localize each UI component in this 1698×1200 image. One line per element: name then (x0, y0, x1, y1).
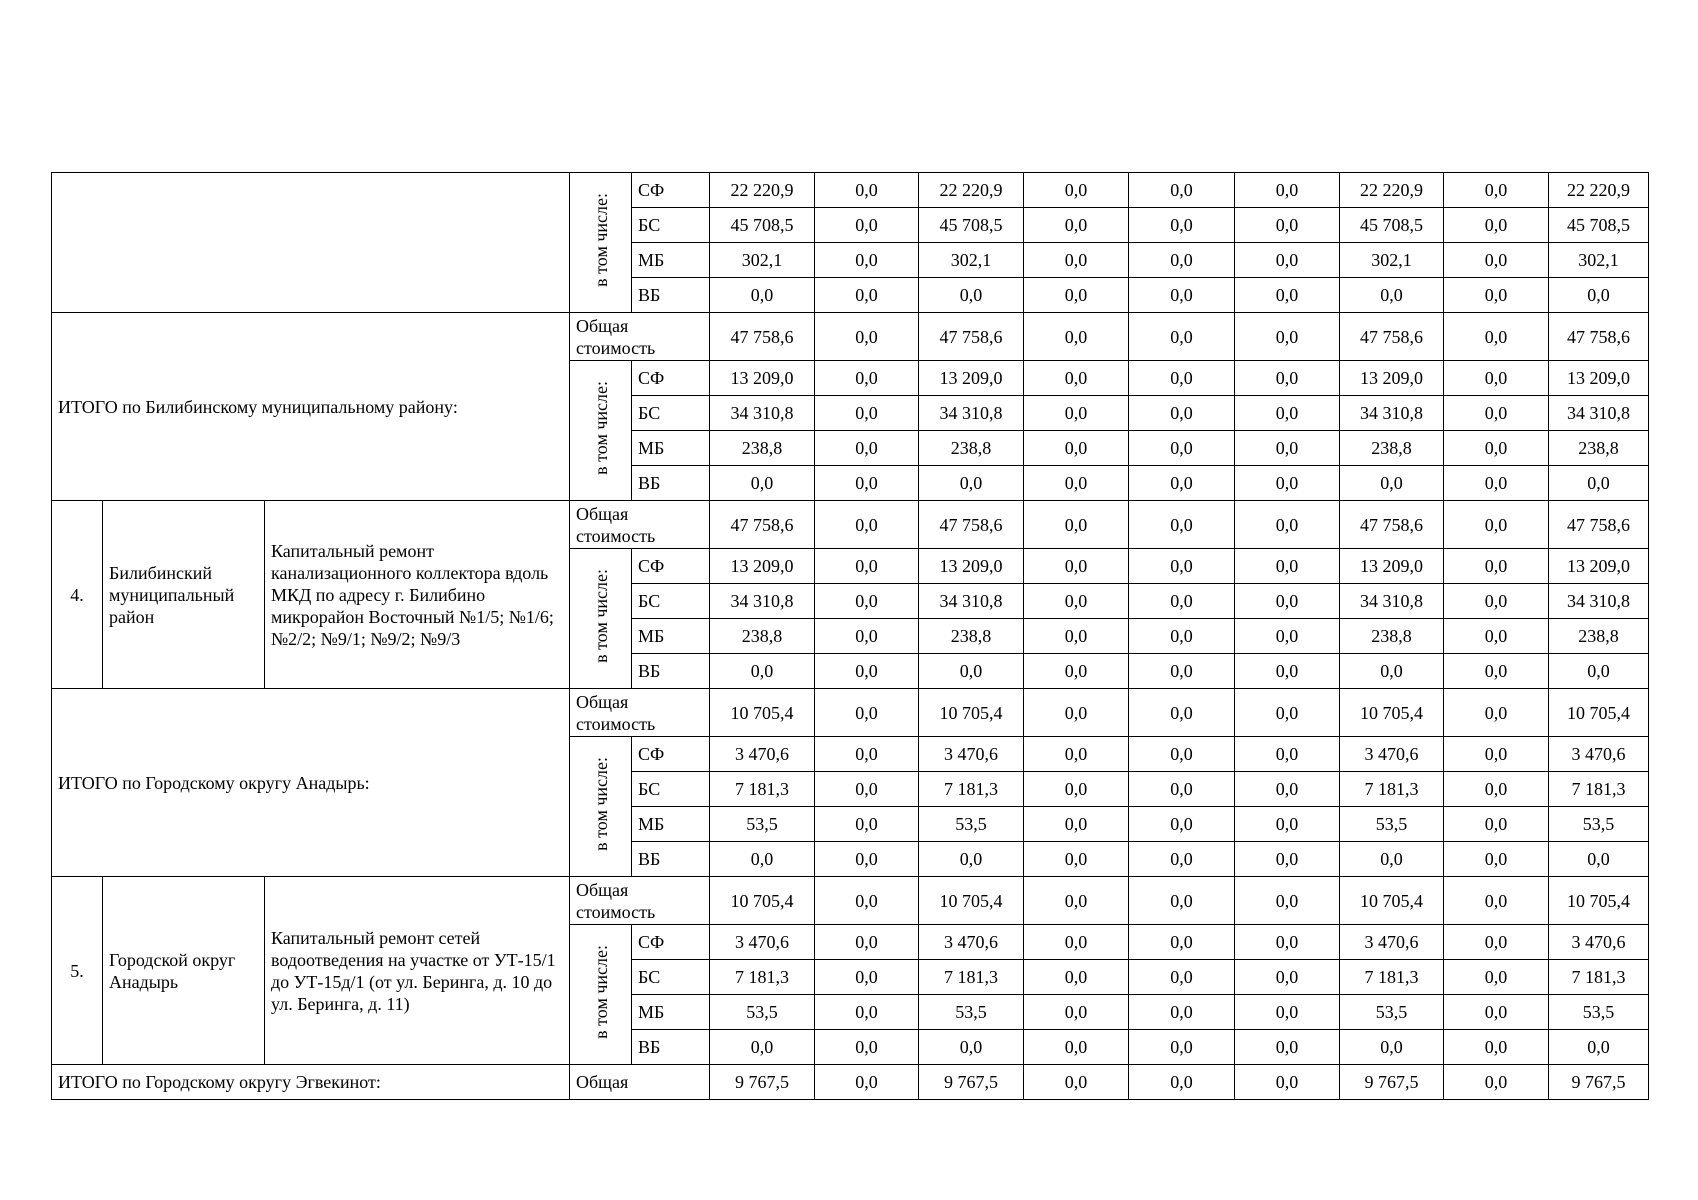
value-cell: 3 470,6 (1340, 737, 1444, 772)
table-row-total (52, 313, 1649, 361)
value-cell: 0,0 (1549, 278, 1649, 313)
value-cell: 0,0 (1024, 361, 1129, 396)
value-cell: 0,0 (1129, 243, 1235, 278)
value-cell: 22 220,9 (1340, 173, 1444, 208)
value-cell: 0,0 (815, 208, 919, 243)
value-cell: 0,0 (815, 501, 919, 549)
value-cell: 0,0 (1235, 584, 1340, 619)
value-cell: 0,0 (1129, 925, 1235, 960)
value-cell: 34 310,8 (1340, 396, 1444, 431)
value-cell: 0,0 (1129, 466, 1235, 501)
table-row-total (52, 1065, 1649, 1100)
item-number: 4. (52, 501, 103, 689)
value-cell: 0,0 (1129, 807, 1235, 842)
funding-code: ВБ (632, 466, 710, 501)
section-total-title: ИТОГО по Городскому округу Анадырь: (52, 689, 570, 877)
value-cell: 0,0 (1549, 1030, 1649, 1065)
value-cell: 0,0 (1444, 925, 1549, 960)
value-cell: 53,5 (1549, 995, 1649, 1030)
value-cell: 0,0 (1129, 960, 1235, 995)
value-cell: 0,0 (1235, 278, 1340, 313)
value-cell: 0,0 (815, 361, 919, 396)
value-cell: 53,5 (710, 995, 815, 1030)
value-cell: 53,5 (1549, 807, 1649, 842)
value-cell: 47 758,6 (710, 313, 815, 361)
value-cell: 0,0 (1024, 396, 1129, 431)
value-cell: 0,0 (1129, 772, 1235, 807)
funding-code: МБ (632, 807, 710, 842)
value-cell: 13 209,0 (919, 549, 1024, 584)
value-cell: 0,0 (1444, 619, 1549, 654)
funding-code: МБ (632, 995, 710, 1030)
value-cell: 0,0 (1024, 173, 1129, 208)
value-cell: 47 758,6 (1549, 313, 1649, 361)
value-cell: 10 705,4 (1549, 689, 1649, 737)
funding-code: БС (632, 772, 710, 807)
funding-code: МБ (632, 243, 710, 278)
value-cell: 0,0 (815, 466, 919, 501)
in-that-number-label (570, 925, 632, 1065)
value-cell: 0,0 (1129, 549, 1235, 584)
value-cell: 34 310,8 (1549, 396, 1649, 431)
value-cell: 0,0 (1129, 313, 1235, 361)
in-that-number-label (570, 549, 632, 689)
value-cell: 0,0 (1444, 396, 1549, 431)
value-cell: 9 767,5 (919, 1065, 1024, 1100)
value-cell: 238,8 (1549, 619, 1649, 654)
value-cell: 0,0 (1024, 960, 1129, 995)
value-cell: 10 705,4 (919, 877, 1024, 925)
value-cell: 0,0 (815, 1030, 919, 1065)
item-district: Городской округ Анадырь (103, 877, 265, 1065)
value-cell: 7 181,3 (1549, 772, 1649, 807)
value-cell: 45 708,5 (1549, 208, 1649, 243)
value-cell: 0,0 (1024, 842, 1129, 877)
value-cell: 0,0 (815, 877, 919, 925)
value-cell: 0,0 (1129, 208, 1235, 243)
value-cell: 0,0 (1340, 654, 1444, 689)
value-cell: 0,0 (1235, 173, 1340, 208)
value-cell: 0,0 (1444, 278, 1549, 313)
value-cell: 0,0 (1444, 737, 1549, 772)
in-that-number-text: в том числе: (590, 569, 611, 663)
value-cell: 13 209,0 (710, 361, 815, 396)
table-row-total (52, 877, 1649, 925)
value-cell: 13 209,0 (1340, 549, 1444, 584)
value-cell: 47 758,6 (919, 313, 1024, 361)
item-object: Капитальный ремонт канализационного коллектора вдоль МКД по адресу г. Билибино микрорайон Восточный №1/5; №1/6; №2/2; №9/1; №9/2; №9/3 (265, 501, 570, 689)
empty-title-cell (52, 173, 570, 313)
value-cell: 0,0 (1549, 842, 1649, 877)
value-cell: 0,0 (1235, 925, 1340, 960)
value-cell: 0,0 (1024, 654, 1129, 689)
value-cell: 0,0 (1235, 396, 1340, 431)
value-cell: 302,1 (1549, 243, 1649, 278)
value-cell: 0,0 (815, 737, 919, 772)
section-total-title: ИТОГО по Билибинскому муниципальному району: (52, 313, 570, 501)
value-cell: 0,0 (1444, 431, 1549, 466)
value-cell: 0,0 (1024, 1030, 1129, 1065)
value-cell: 0,0 (1024, 772, 1129, 807)
value-cell: 0,0 (1235, 807, 1340, 842)
value-cell: 53,5 (919, 807, 1024, 842)
value-cell: 0,0 (1340, 278, 1444, 313)
value-cell: 238,8 (710, 619, 815, 654)
funding-code: ВБ (632, 278, 710, 313)
funding-code: СФ (632, 173, 710, 208)
value-cell: 0,0 (1444, 584, 1549, 619)
value-cell: 47 758,6 (710, 501, 815, 549)
funding-code: БС (632, 396, 710, 431)
value-cell: 0,0 (919, 654, 1024, 689)
item-district: Билибинский муниципальный район (103, 501, 265, 689)
value-cell: 0,0 (1235, 501, 1340, 549)
in-that-number-text: в том числе: (590, 945, 611, 1039)
value-cell: 9 767,5 (1549, 1065, 1649, 1100)
value-cell: 7 181,3 (1340, 960, 1444, 995)
value-cell: 0,0 (1444, 173, 1549, 208)
total-label: Общая (570, 1065, 710, 1100)
value-cell: 34 310,8 (710, 584, 815, 619)
value-cell: 0,0 (1024, 466, 1129, 501)
value-cell: 0,0 (1024, 584, 1129, 619)
value-cell: 0,0 (1129, 173, 1235, 208)
value-cell: 0,0 (1444, 549, 1549, 584)
value-cell: 0,0 (1235, 208, 1340, 243)
value-cell: 7 181,3 (919, 960, 1024, 995)
value-cell: 0,0 (1549, 654, 1649, 689)
in-that-number-label (570, 173, 632, 313)
value-cell: 0,0 (1549, 466, 1649, 501)
table-row (52, 173, 1649, 208)
value-cell: 0,0 (1129, 584, 1235, 619)
table-row-total (52, 689, 1649, 737)
value-cell: 0,0 (710, 1030, 815, 1065)
value-cell: 0,0 (815, 173, 919, 208)
value-cell: 0,0 (1024, 313, 1129, 361)
value-cell: 7 181,3 (1549, 960, 1649, 995)
value-cell: 0,0 (1024, 243, 1129, 278)
value-cell: 0,0 (1235, 549, 1340, 584)
in-that-number-text: в том числе: (590, 193, 611, 287)
value-cell: 47 758,6 (1340, 313, 1444, 361)
value-cell: 0,0 (710, 278, 815, 313)
value-cell: 0,0 (1024, 619, 1129, 654)
value-cell: 0,0 (1024, 689, 1129, 737)
item-object: Капитальный ремонт сетей водоотведения на участке от УТ-15/1 до УТ-15д/1 (от ул. Беринга, д. 10 до ул. Беринга, д. 11) (265, 877, 570, 1065)
value-cell: 3 470,6 (710, 737, 815, 772)
value-cell: 10 705,4 (1340, 877, 1444, 925)
value-cell: 47 758,6 (1340, 501, 1444, 549)
value-cell: 13 209,0 (1340, 361, 1444, 396)
value-cell: 238,8 (1340, 431, 1444, 466)
value-cell: 0,0 (1235, 689, 1340, 737)
table-body (52, 173, 1649, 1100)
value-cell: 0,0 (1235, 243, 1340, 278)
value-cell: 302,1 (919, 243, 1024, 278)
value-cell: 0,0 (1444, 501, 1549, 549)
value-cell: 7 181,3 (710, 960, 815, 995)
value-cell: 3 470,6 (1549, 737, 1649, 772)
value-cell: 0,0 (1024, 807, 1129, 842)
value-cell: 10 705,4 (710, 689, 815, 737)
value-cell: 0,0 (815, 396, 919, 431)
value-cell: 0,0 (1024, 925, 1129, 960)
value-cell: 0,0 (919, 278, 1024, 313)
value-cell: 0,0 (1340, 842, 1444, 877)
funding-code: ВБ (632, 1030, 710, 1065)
value-cell: 3 470,6 (919, 737, 1024, 772)
value-cell: 238,8 (1549, 431, 1649, 466)
value-cell: 34 310,8 (1340, 584, 1444, 619)
value-cell: 302,1 (1340, 243, 1444, 278)
value-cell: 0,0 (1129, 396, 1235, 431)
value-cell: 0,0 (1129, 619, 1235, 654)
value-cell: 0,0 (1024, 1065, 1129, 1100)
value-cell: 0,0 (1129, 1030, 1235, 1065)
value-cell: 10 705,4 (710, 877, 815, 925)
value-cell: 0,0 (1444, 877, 1549, 925)
funding-code: ВБ (632, 842, 710, 877)
funding-code: СФ (632, 549, 710, 584)
value-cell: 0,0 (1444, 1065, 1549, 1100)
value-cell: 0,0 (1235, 431, 1340, 466)
funding-code: БС (632, 960, 710, 995)
value-cell: 0,0 (815, 689, 919, 737)
value-cell: 34 310,8 (710, 396, 815, 431)
value-cell: 53,5 (710, 807, 815, 842)
value-cell: 0,0 (1129, 654, 1235, 689)
value-cell: 0,0 (1235, 1030, 1340, 1065)
value-cell: 13 209,0 (1549, 361, 1649, 396)
value-cell: 238,8 (919, 431, 1024, 466)
funding-code: СФ (632, 737, 710, 772)
value-cell: 0,0 (1444, 772, 1549, 807)
value-cell: 13 209,0 (1549, 549, 1649, 584)
value-cell: 47 758,6 (919, 501, 1024, 549)
budget-table (51, 172, 1649, 1100)
value-cell: 10 705,4 (1340, 689, 1444, 737)
value-cell: 0,0 (1129, 278, 1235, 313)
value-cell: 0,0 (815, 431, 919, 466)
total-cost-label: Общая стоимость (570, 501, 710, 549)
value-cell: 0,0 (815, 995, 919, 1030)
value-cell: 0,0 (1444, 313, 1549, 361)
value-cell: 0,0 (1024, 431, 1129, 466)
value-cell: 0,0 (815, 842, 919, 877)
value-cell: 0,0 (1235, 737, 1340, 772)
section-total-title: ИТОГО по Городскому округу Эгвекинот: (52, 1065, 570, 1100)
value-cell: 9 767,5 (1340, 1065, 1444, 1100)
value-cell: 3 470,6 (919, 925, 1024, 960)
value-cell: 0,0 (1129, 737, 1235, 772)
value-cell: 0,0 (1235, 654, 1340, 689)
value-cell: 0,0 (815, 313, 919, 361)
value-cell: 0,0 (1235, 361, 1340, 396)
value-cell: 0,0 (1444, 960, 1549, 995)
value-cell: 0,0 (1024, 208, 1129, 243)
total-cost-label: Общая стоимость (570, 877, 710, 925)
value-cell: 22 220,9 (710, 173, 815, 208)
value-cell: 0,0 (919, 842, 1024, 877)
value-cell: 0,0 (1235, 466, 1340, 501)
value-cell: 0,0 (1024, 877, 1129, 925)
value-cell: 0,0 (815, 925, 919, 960)
value-cell: 0,0 (1129, 877, 1235, 925)
value-cell: 53,5 (1340, 995, 1444, 1030)
in-that-number-label (570, 737, 632, 877)
value-cell: 22 220,9 (1549, 173, 1649, 208)
value-cell: 45 708,5 (919, 208, 1024, 243)
value-cell: 0,0 (710, 654, 815, 689)
value-cell: 0,0 (1444, 995, 1549, 1030)
value-cell: 0,0 (815, 654, 919, 689)
value-cell: 0,0 (815, 278, 919, 313)
value-cell: 0,0 (815, 1065, 919, 1100)
value-cell: 53,5 (919, 995, 1024, 1030)
value-cell: 3 470,6 (1549, 925, 1649, 960)
in-that-number-text: в том числе: (590, 381, 611, 475)
value-cell: 0,0 (1444, 361, 1549, 396)
value-cell: 0,0 (1340, 1030, 1444, 1065)
value-cell: 0,0 (1235, 995, 1340, 1030)
funding-code: ВБ (632, 654, 710, 689)
value-cell: 0,0 (1024, 995, 1129, 1030)
value-cell: 0,0 (1235, 772, 1340, 807)
value-cell: 34 310,8 (919, 584, 1024, 619)
value-cell: 0,0 (1129, 1065, 1235, 1100)
value-cell: 0,0 (815, 960, 919, 995)
value-cell: 0,0 (1444, 466, 1549, 501)
value-cell: 0,0 (815, 807, 919, 842)
value-cell: 0,0 (1444, 208, 1549, 243)
value-cell: 34 310,8 (1549, 584, 1649, 619)
value-cell: 0,0 (1129, 501, 1235, 549)
value-cell: 0,0 (919, 466, 1024, 501)
value-cell: 9 767,5 (710, 1065, 815, 1100)
value-cell: 238,8 (1340, 619, 1444, 654)
value-cell: 238,8 (710, 431, 815, 466)
value-cell: 0,0 (815, 619, 919, 654)
value-cell: 13 209,0 (710, 549, 815, 584)
value-cell: 7 181,3 (919, 772, 1024, 807)
value-cell: 0,0 (1340, 466, 1444, 501)
value-cell: 53,5 (1340, 807, 1444, 842)
value-cell: 0,0 (1444, 689, 1549, 737)
value-cell: 0,0 (1024, 278, 1129, 313)
value-cell: 45 708,5 (710, 208, 815, 243)
value-cell: 0,0 (1444, 807, 1549, 842)
value-cell: 47 758,6 (1549, 501, 1649, 549)
value-cell: 22 220,9 (919, 173, 1024, 208)
funding-code: БС (632, 584, 710, 619)
value-cell: 0,0 (710, 842, 815, 877)
value-cell: 302,1 (710, 243, 815, 278)
value-cell: 238,8 (919, 619, 1024, 654)
funding-code: БС (632, 208, 710, 243)
funding-code: СФ (632, 361, 710, 396)
value-cell: 0,0 (1129, 995, 1235, 1030)
value-cell: 0,0 (1444, 654, 1549, 689)
total-cost-label: Общая стоимость (570, 313, 710, 361)
value-cell: 0,0 (815, 243, 919, 278)
table-row-total (52, 501, 1649, 549)
funding-code: МБ (632, 431, 710, 466)
value-cell: 0,0 (1235, 619, 1340, 654)
value-cell: 45 708,5 (1340, 208, 1444, 243)
value-cell: 0,0 (1444, 1030, 1549, 1065)
value-cell: 3 470,6 (710, 925, 815, 960)
value-cell: 0,0 (1129, 689, 1235, 737)
value-cell: 0,0 (710, 466, 815, 501)
value-cell: 0,0 (1024, 549, 1129, 584)
in-that-number-text: в том числе: (590, 757, 611, 851)
value-cell: 0,0 (1444, 842, 1549, 877)
value-cell: 0,0 (1129, 431, 1235, 466)
value-cell: 0,0 (919, 1030, 1024, 1065)
value-cell: 0,0 (1129, 361, 1235, 396)
value-cell: 34 310,8 (919, 396, 1024, 431)
value-cell: 0,0 (1235, 960, 1340, 995)
value-cell: 0,0 (815, 772, 919, 807)
value-cell: 0,0 (1024, 737, 1129, 772)
value-cell: 0,0 (1235, 842, 1340, 877)
value-cell: 0,0 (1129, 842, 1235, 877)
value-cell: 10 705,4 (919, 689, 1024, 737)
value-cell: 0,0 (815, 549, 919, 584)
funding-code: МБ (632, 619, 710, 654)
total-cost-label: Общая стоимость (570, 689, 710, 737)
value-cell: 0,0 (1024, 501, 1129, 549)
value-cell: 3 470,6 (1340, 925, 1444, 960)
in-that-number-label (570, 361, 632, 501)
item-number: 5. (52, 877, 103, 1065)
funding-code: СФ (632, 925, 710, 960)
value-cell: 0,0 (1235, 1065, 1340, 1100)
value-cell: 0,0 (1235, 313, 1340, 361)
value-cell: 7 181,3 (710, 772, 815, 807)
value-cell: 0,0 (815, 584, 919, 619)
value-cell: 10 705,4 (1549, 877, 1649, 925)
value-cell: 0,0 (1235, 877, 1340, 925)
value-cell: 13 209,0 (919, 361, 1024, 396)
value-cell: 7 181,3 (1340, 772, 1444, 807)
value-cell: 0,0 (1444, 243, 1549, 278)
